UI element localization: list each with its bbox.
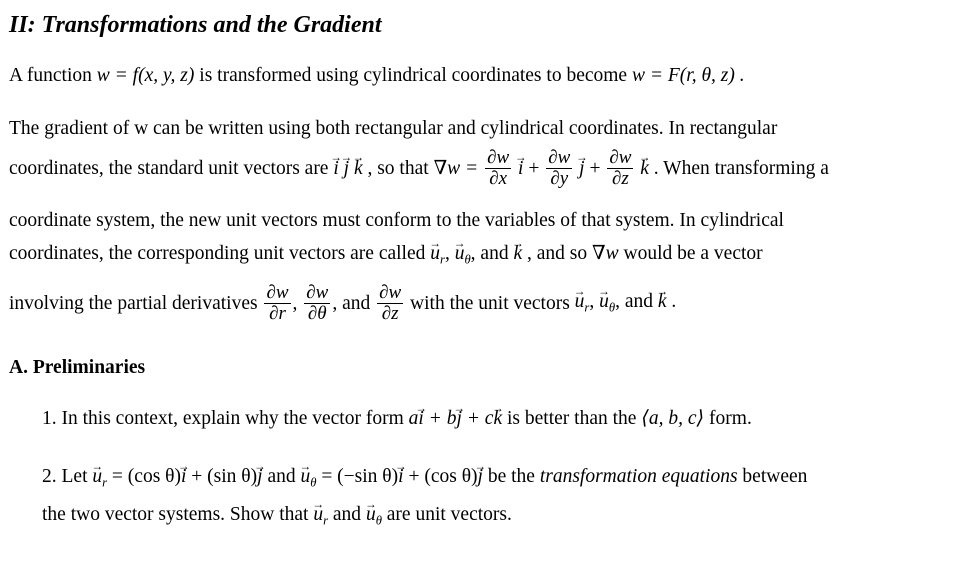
intro-equation-1: w = f(x, y, z) (96, 65, 195, 86)
gradient-line-4-end: would be a vector (623, 243, 763, 264)
numerator: ∂w (609, 147, 632, 168)
denominator: ∂z (611, 168, 629, 189)
vector-j: → j (579, 159, 584, 179)
and: and (267, 466, 296, 487)
intro-equation-2: w = F(r, θ, z) . (631, 65, 745, 86)
item-2-line-1 (42, 467, 807, 489)
item-2-are-unit-vectors: are unit vectors. (386, 504, 512, 525)
coef-b: + b (428, 408, 457, 429)
vector-k: → k (354, 159, 363, 179)
gradient-line-3: coordinate system, the new unit vectors must conform to the variables of that system. In cylindrical (9, 210, 784, 231)
comma: , (589, 291, 595, 313)
coef-c: + c (466, 408, 494, 429)
nabla-w: ∇w (591, 243, 619, 264)
intro-line (9, 66, 745, 86)
gradient-line-2-end: . When transforming a (653, 157, 829, 179)
partial-w-theta (304, 283, 330, 324)
vector-u: → u (455, 244, 465, 264)
subscript-r: r (323, 513, 329, 528)
subscript-r: r (584, 300, 590, 315)
vector-u: → u (599, 292, 609, 312)
item-2-line-2 (42, 505, 512, 527)
denominator: ∂y (550, 168, 569, 189)
angle-bracket-form: ⟨a, b, c⟩ (641, 408, 705, 429)
partial-w-z (607, 148, 633, 189)
vector-u: → u (300, 467, 310, 487)
vector-u: → u (313, 505, 323, 525)
numerator: ∂w (266, 282, 289, 303)
partial-w-y (546, 148, 572, 189)
ur-sin-term: + (sin θ) (191, 466, 258, 487)
vector-u: → u (92, 467, 102, 487)
item-1 (42, 409, 752, 429)
item-2-number: 2. (42, 466, 57, 487)
plus: + (589, 157, 601, 179)
vector-u: → u (430, 244, 440, 264)
utheta-sin-term: = (−sin θ) (321, 466, 399, 487)
period: . (671, 291, 677, 313)
comma: , (444, 243, 450, 264)
vector-i: → i (333, 159, 338, 179)
cylindrical-unit-vectors (574, 291, 677, 315)
vector-k: → k (658, 292, 667, 312)
subscript-theta: θ (375, 513, 382, 528)
vector-k: → k (513, 244, 522, 264)
unit-vectors-ijk (333, 158, 367, 179)
gradient-line-1: The gradient of w can be written using both rectangular and cylindrical coordinates. In rectangular (9, 118, 778, 139)
vector-i: → i (518, 159, 523, 179)
subscript-r: r (102, 475, 108, 490)
denominator: ∂z (381, 303, 399, 324)
item-1-number: 1. (42, 408, 57, 429)
subscript-theta: θ (464, 252, 471, 267)
and: and (342, 292, 371, 314)
vector-i: → i (418, 409, 423, 429)
subscript-theta: θ (608, 300, 616, 315)
vector-u: → u (366, 505, 376, 525)
item-1-text-1: In this context, explain why the vector form (61, 408, 404, 429)
denominator: ∂r (269, 303, 286, 324)
subscript-r: r (440, 252, 445, 267)
section-a-heading: A. Preliminaries (9, 357, 146, 378)
vector-j: → j (257, 467, 262, 487)
vector-i: → i (398, 467, 403, 487)
and: and (332, 504, 362, 525)
vector-i: → i (181, 467, 186, 487)
gradient-line-2 (9, 148, 829, 189)
item-1-text-3: form. (709, 408, 752, 429)
utheta-cos-term: + (cos θ) (408, 466, 478, 487)
vector-u: → u (575, 292, 585, 312)
numerator: ∂w (379, 282, 402, 303)
gradient-line-4 (9, 244, 763, 266)
numerator: ∂w (306, 282, 329, 303)
vector-j: → j (456, 409, 461, 429)
denominator: ∂θ (307, 303, 327, 324)
gradient-line-5 (9, 283, 676, 324)
gradient-line-4-and-so: , and so (526, 243, 588, 264)
transformation-equations: transformation equations (539, 466, 738, 487)
denominator: ∂x (489, 168, 508, 189)
plus: + (528, 157, 540, 179)
subscript-theta: θ (310, 475, 317, 490)
section-title: II: Transformations and the Gradient (9, 12, 382, 38)
vector-k: → k (493, 409, 502, 429)
item-2-show-that: the two vector systems. Show that (42, 504, 309, 525)
ur-cos-term: = (cos θ) (111, 466, 181, 487)
comma: , (292, 292, 298, 314)
numerator: ∂w (548, 147, 571, 168)
intro-text-1: A function (9, 65, 92, 86)
gradient-line-4-text: coordinates, the corresponding unit vectors are called (9, 243, 426, 264)
item-2-let: Let (61, 466, 88, 487)
vector-k: → k (640, 159, 649, 179)
gradient-line-5-with: with the unit vectors (410, 292, 570, 314)
item-2-between: between (742, 466, 808, 487)
partial-w-z (377, 283, 403, 324)
gradient-line-4-and: , and (470, 243, 509, 264)
gradient-so-that: , so that (367, 157, 429, 179)
gradient-line-5-and: , and (615, 291, 653, 313)
item-1-text-2: is better than the (507, 408, 637, 429)
gradient-line-2-text: coordinates, the standard unit vectors are (9, 157, 329, 179)
comma: , (332, 292, 338, 314)
numerator: ∂w (487, 147, 510, 168)
partial-w-x (485, 148, 511, 189)
vector-j: → j (344, 159, 349, 179)
nabla-w: ∇w = (433, 157, 479, 179)
intro-text-2: is transformed using cylindrical coordinates to become (199, 65, 628, 86)
coef-a: a (408, 408, 419, 429)
partial-w-r (264, 283, 290, 324)
gradient-line-5-text: involving the partial derivatives (9, 292, 258, 314)
vector-j: → j (478, 467, 483, 487)
item-2-be-the: be the (487, 466, 535, 487)
